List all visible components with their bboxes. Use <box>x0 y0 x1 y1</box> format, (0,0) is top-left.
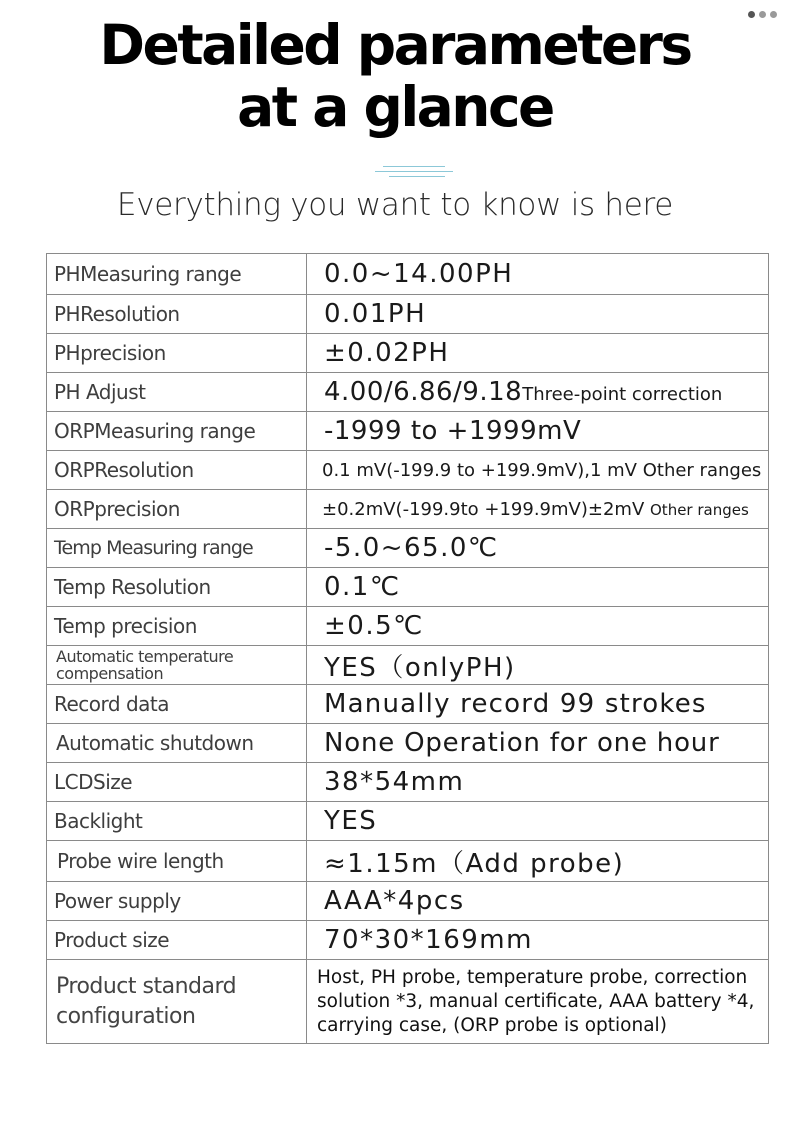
spec-value: 38*54mm <box>307 763 769 802</box>
spec-label: Product size <box>47 921 307 960</box>
spec-row <box>47 334 769 373</box>
spec-table <box>46 253 769 1044</box>
spec-value: ±0.5℃ <box>307 607 769 646</box>
spec-value: 70*30*169mm <box>307 921 769 960</box>
spec-value: 0.0~14.00PH <box>307 254 769 295</box>
spec-label: PHprecision <box>47 334 307 373</box>
spec-label: Temp Measuring range <box>47 529 307 568</box>
page-title <box>0 14 790 138</box>
spec-label: LCDSize <box>47 763 307 802</box>
spec-label: ORPMeasuring range <box>47 412 307 451</box>
spec-row <box>47 295 769 334</box>
spec-label: Backlight <box>47 802 307 841</box>
spec-label: Probe wire length <box>47 841 307 882</box>
spec-label: Record data <box>47 685 307 724</box>
spec-value <box>307 451 769 490</box>
page-subtitle: Everything you want to know is here <box>116 187 674 223</box>
spec-value: 0.01PH <box>307 295 769 334</box>
spec-row <box>47 568 769 607</box>
spec-row <box>47 685 769 724</box>
spec-label: PHResolution <box>47 295 307 334</box>
spec-value: 0.1℃ <box>307 568 769 607</box>
spec-label: PH Adjust <box>47 373 307 412</box>
spec-value: Host, PH probe, temperature probe, correction solution *3, manual certificate, AAA battery *4, carrying case, (ORP probe is optional) <box>307 960 769 1044</box>
spec-label: ORPResolution <box>47 451 307 490</box>
spec-row <box>47 451 769 490</box>
spec-row <box>47 802 769 841</box>
spec-value-note: Other ranges <box>650 500 749 519</box>
spec-value <box>307 373 769 412</box>
spec-row <box>47 724 769 763</box>
spec-value-main: 4.00/6.86/9.18 <box>324 377 523 407</box>
page-title-line-2: at a glance <box>237 75 553 139</box>
spec-row <box>47 607 769 646</box>
spec-value: YES <box>307 802 769 841</box>
spec-value-main: 0.1 mV(-199.9 to +199.9mV),1 mV <box>322 459 637 481</box>
spec-label: Temp Resolution <box>47 568 307 607</box>
spec-value: ≈1.15m（Add probe) <box>307 841 769 882</box>
spec-row <box>47 763 769 802</box>
spec-value: Manually record 99 strokes <box>307 685 769 724</box>
spec-value: YES（onlyPH) <box>307 646 769 685</box>
page-title-line-1: Detailed parameters <box>99 13 691 77</box>
spec-value: -5.0~65.0℃ <box>307 529 769 568</box>
spec-row <box>47 373 769 412</box>
spec-value: AAA*4pcs <box>307 882 769 921</box>
spec-row <box>47 882 769 921</box>
spec-row <box>47 529 769 568</box>
spec-label: Temp precision <box>47 607 307 646</box>
spec-value: None Operation for one hour <box>307 724 769 763</box>
spec-row <box>47 921 769 960</box>
spec-value <box>307 490 769 529</box>
decorative-lines-icon <box>375 160 455 182</box>
spec-value: -1999 to +1999mV <box>307 412 769 451</box>
spec-row <box>47 254 769 295</box>
spec-row <box>47 960 769 1044</box>
spec-row <box>47 841 769 882</box>
spec-label: PHMeasuring range <box>47 254 307 295</box>
spec-label: Automatic temperature compensation <box>47 646 307 685</box>
spec-row <box>47 646 769 685</box>
spec-row <box>47 490 769 529</box>
spec-value-note: Other ranges <box>642 459 762 481</box>
spec-label: ORPprecision <box>47 490 307 529</box>
spec-value-main: ±0.2mV(-199.9to +199.9mV)±2mV <box>322 498 645 520</box>
spec-label: Product standard configuration <box>47 960 307 1044</box>
spec-row <box>47 412 769 451</box>
spec-value: ±0.02PH <box>307 334 769 373</box>
spec-label: Automatic shutdown <box>47 724 307 763</box>
spec-label: Power supply <box>47 882 307 921</box>
spec-value-note: Three-point correction <box>522 384 723 405</box>
